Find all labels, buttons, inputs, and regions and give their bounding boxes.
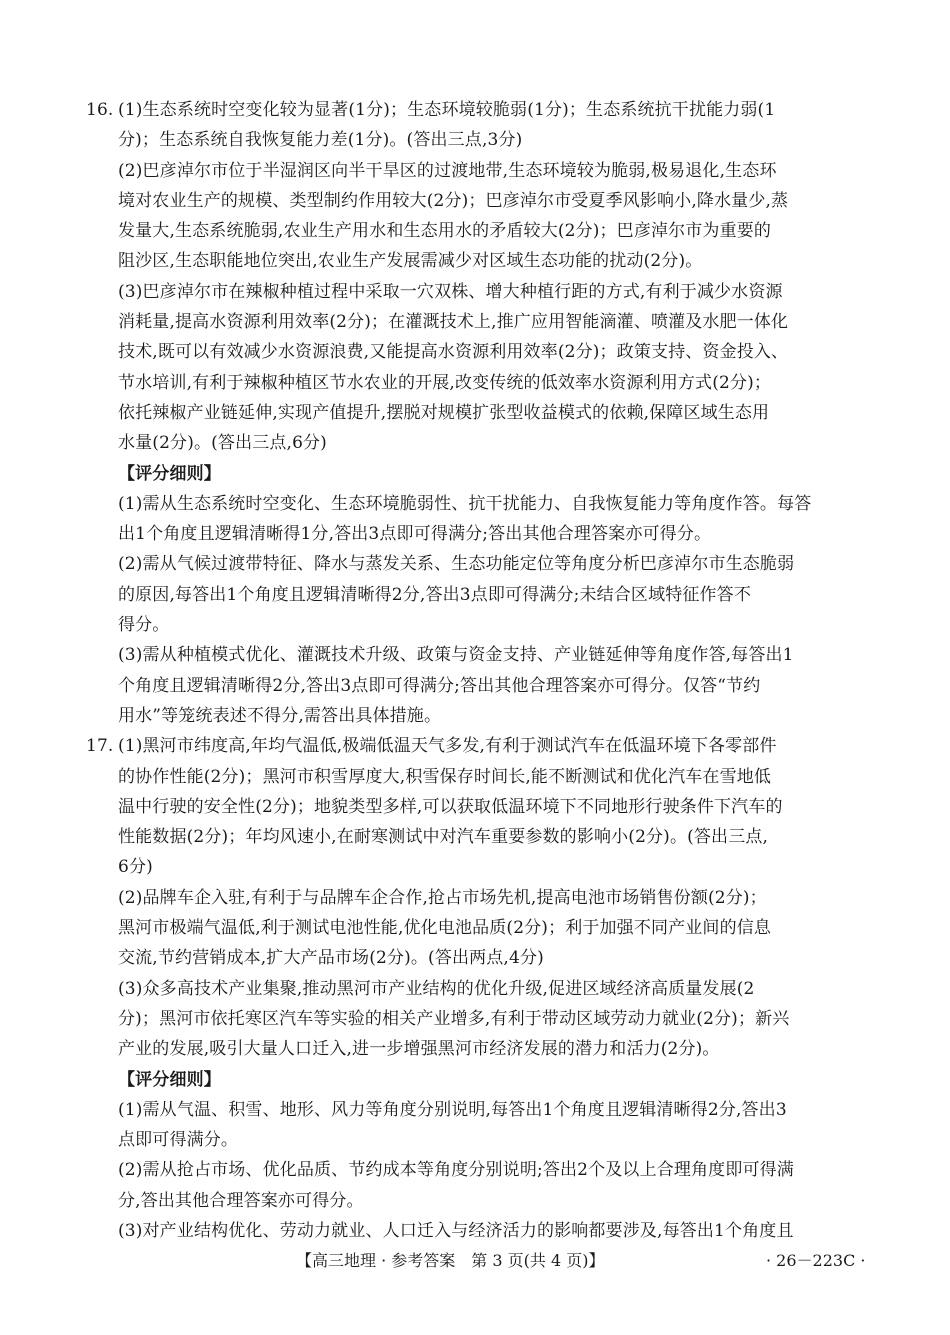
q16-line-1: 16. (1)生态系统时空变化较为显著(1分)；生态环境较脆弱(1分)；生态系统抗干扰能力弱(1 (86, 95, 866, 125)
q17-rubric-line-3: (2)需从抢占市场、优化品质、节约成本等角度分别说明;答出2个及以上合理角度即可得满 (118, 1160, 794, 1181)
q17-rubric-line-1: (1)需从气温、积雪、地形、风力等角度分别说明,每答出1个角度且逻辑清晰得2分,答出3 (118, 1099, 787, 1120)
q17-line-2: 的协作性能(2分)；黑河市积雪厚度大,积雪保存时间长,能不断测试和优化汽车在雪地低 (118, 766, 772, 787)
q16-line-7: (3)巴彦淖尔市在辣椒种植过程中采取一穴双株、增大种植行距的方式,有利于减少水资源 (118, 281, 783, 302)
q16-line-8: 消耗量,提高水资源利用效率(2分)；在灌溉技术上,推广应用智能滴灌、喷灌及水肥一体化 (118, 312, 789, 333)
q17-rubric-title: 【评分细则】 (118, 1069, 221, 1090)
q16-rubric-line-1: (1)需从生态系统时空变化、生态环境脆弱性、抗干扰能力、自我恢复能力等角度作答。每答 (118, 493, 812, 514)
q17-line-3: 温中行驶的安全性(2分)；地貌类型多样,可以获取低温环境下不同地形行驶条件下汽车的 (118, 796, 783, 817)
page-footer (0, 1248, 950, 1274)
q16-rubric-line-4: 的原因,每答出1个角度且逻辑清晰得2分,答出3点即可得满分;未结合区域特征作答不 (118, 584, 751, 605)
q16-line-5: 发量大,生态系统脆弱,农业生产用水和生态用水的矛盾较大(2分)；巴彦淖尔市为重要的 (118, 221, 772, 242)
q16-rubric-line-2: 出1个角度且逻辑清晰得1分,答出3点即可得满分;答出其他合理答案亦可得分。 (118, 524, 712, 545)
q17-line-7: 黑河市极端气温低,利于测试电池性能,优化电池品质(2分)；利于加强不同产业间的信息 (118, 918, 772, 939)
q17-line-10: 分)；黑河市依托寒区汽车等实验的相关产业增多,有利于带动区域劳动力就业(2分)；新兴 (118, 1008, 790, 1029)
q17-line-5: 6分) (118, 857, 153, 878)
q17-rubric-line-5: (3)对产业结构优化、劳动力就业、人口迁入与经济活力的影响都要涉及,每答出1个角度且 (118, 1220, 794, 1241)
q16-line-3: (2)巴彦淖尔市位于半湿润区向半干旱区的过渡地带,生态环境较为脆弱,极易退化,生态环 (118, 160, 777, 181)
footer-code: · 26－223C · (766, 1251, 866, 1270)
q16-line-2: 分)；生态系统自我恢复能力差(1分)。(答出三点,3分) (118, 130, 523, 151)
q16-line-4: 境对农业生产的规模、类型制约作用较大(2分)；巴彦淖尔市受夏季风影响小,降水量少,蒸 (118, 190, 789, 211)
q17-line-8: 交流,节约营销成本,扩大产品市场(2分)。(答出两点,4分) (118, 948, 544, 969)
q17-rubric-line-4: 分,答出其他合理答案亦可得分。 (118, 1190, 364, 1211)
q17-line-4: 性能数据(2分)；年均风速小,在耐寒测试中对汽车重要参数的影响小(2分)。(答出三点, (118, 827, 769, 848)
q16-line-12: 水量(2分)。(答出三点,6分) (118, 433, 327, 454)
q16-number: 16. (86, 100, 114, 120)
q17-rubric-line-2: 点即可得满分。 (118, 1130, 239, 1151)
q16-rubric-line-5: 得分。 (118, 615, 170, 636)
q16-line-10: 节水培训,有利于辣椒种植区节水农业的开展,改变传统的低效率水资源利用方式(2分)； (118, 372, 772, 393)
q17-number: 17. (86, 736, 114, 757)
q16-rubric-title: 【评分细则】 (118, 463, 221, 484)
q17-line-6: (2)品牌车企入驻,有利于与品牌车企合作,抢占市场先机,提高电池市场销售份额(2分)； (118, 887, 767, 908)
q17-line-1: 17. (1)黑河市纬度高,年均气温低,极端低温天气多发,有利于测试汽车在低温环境下各零部件 (86, 731, 866, 761)
q16-line-6: 阻沙区,生态职能地位突出,农业生产发展需减少对区域生态功能的扰动(2分)。 (118, 251, 703, 272)
q16-rubric-line-7: 个角度且逻辑清晰得2分,答出3点即可得满分;答出其他合理答案亦可得分。仅答“节约 (118, 675, 761, 696)
footer-page-info: 【高三地理 · 参考答案 第 3 页(共 4 页)】 (296, 1251, 605, 1270)
q16-rubric-line-6: (3)需从种植模式优化、灌溉技术升级、政策与资金支持、产业链延伸等角度作答,每答出1 (118, 645, 794, 666)
q16-line-11: 依托辣椒产业链延伸,实现产值提升,摆脱对规模扩张型收益模式的依赖,保障区域生态用 (118, 402, 770, 423)
q16-line-9: 技术,既可以有效减少水资源浪费,又能提高水资源利用效率(2分)；政策支持、资金投入、 (118, 342, 789, 363)
q16-rubric-line-8: 用水”等笼统表述不得分,需答出具体措施。 (118, 705, 442, 726)
page-content (86, 95, 866, 1246)
q16-rubric-line-3: (2)需从气候过渡带特征、降水与蒸发关系、生态功能定位等角度分析巴彦淖尔市生态脆弱 (118, 554, 795, 575)
q17-line-9: (3)众多高技术产业集聚,推动黑河市产业结构的优化升级,促进区域经济高质量发展(2 (118, 978, 755, 999)
q17-line-11: 产业的发展,吸引大量人口迁入,进一步增强黑河市经济发展的潜力和活力(2分)。 (118, 1039, 720, 1060)
